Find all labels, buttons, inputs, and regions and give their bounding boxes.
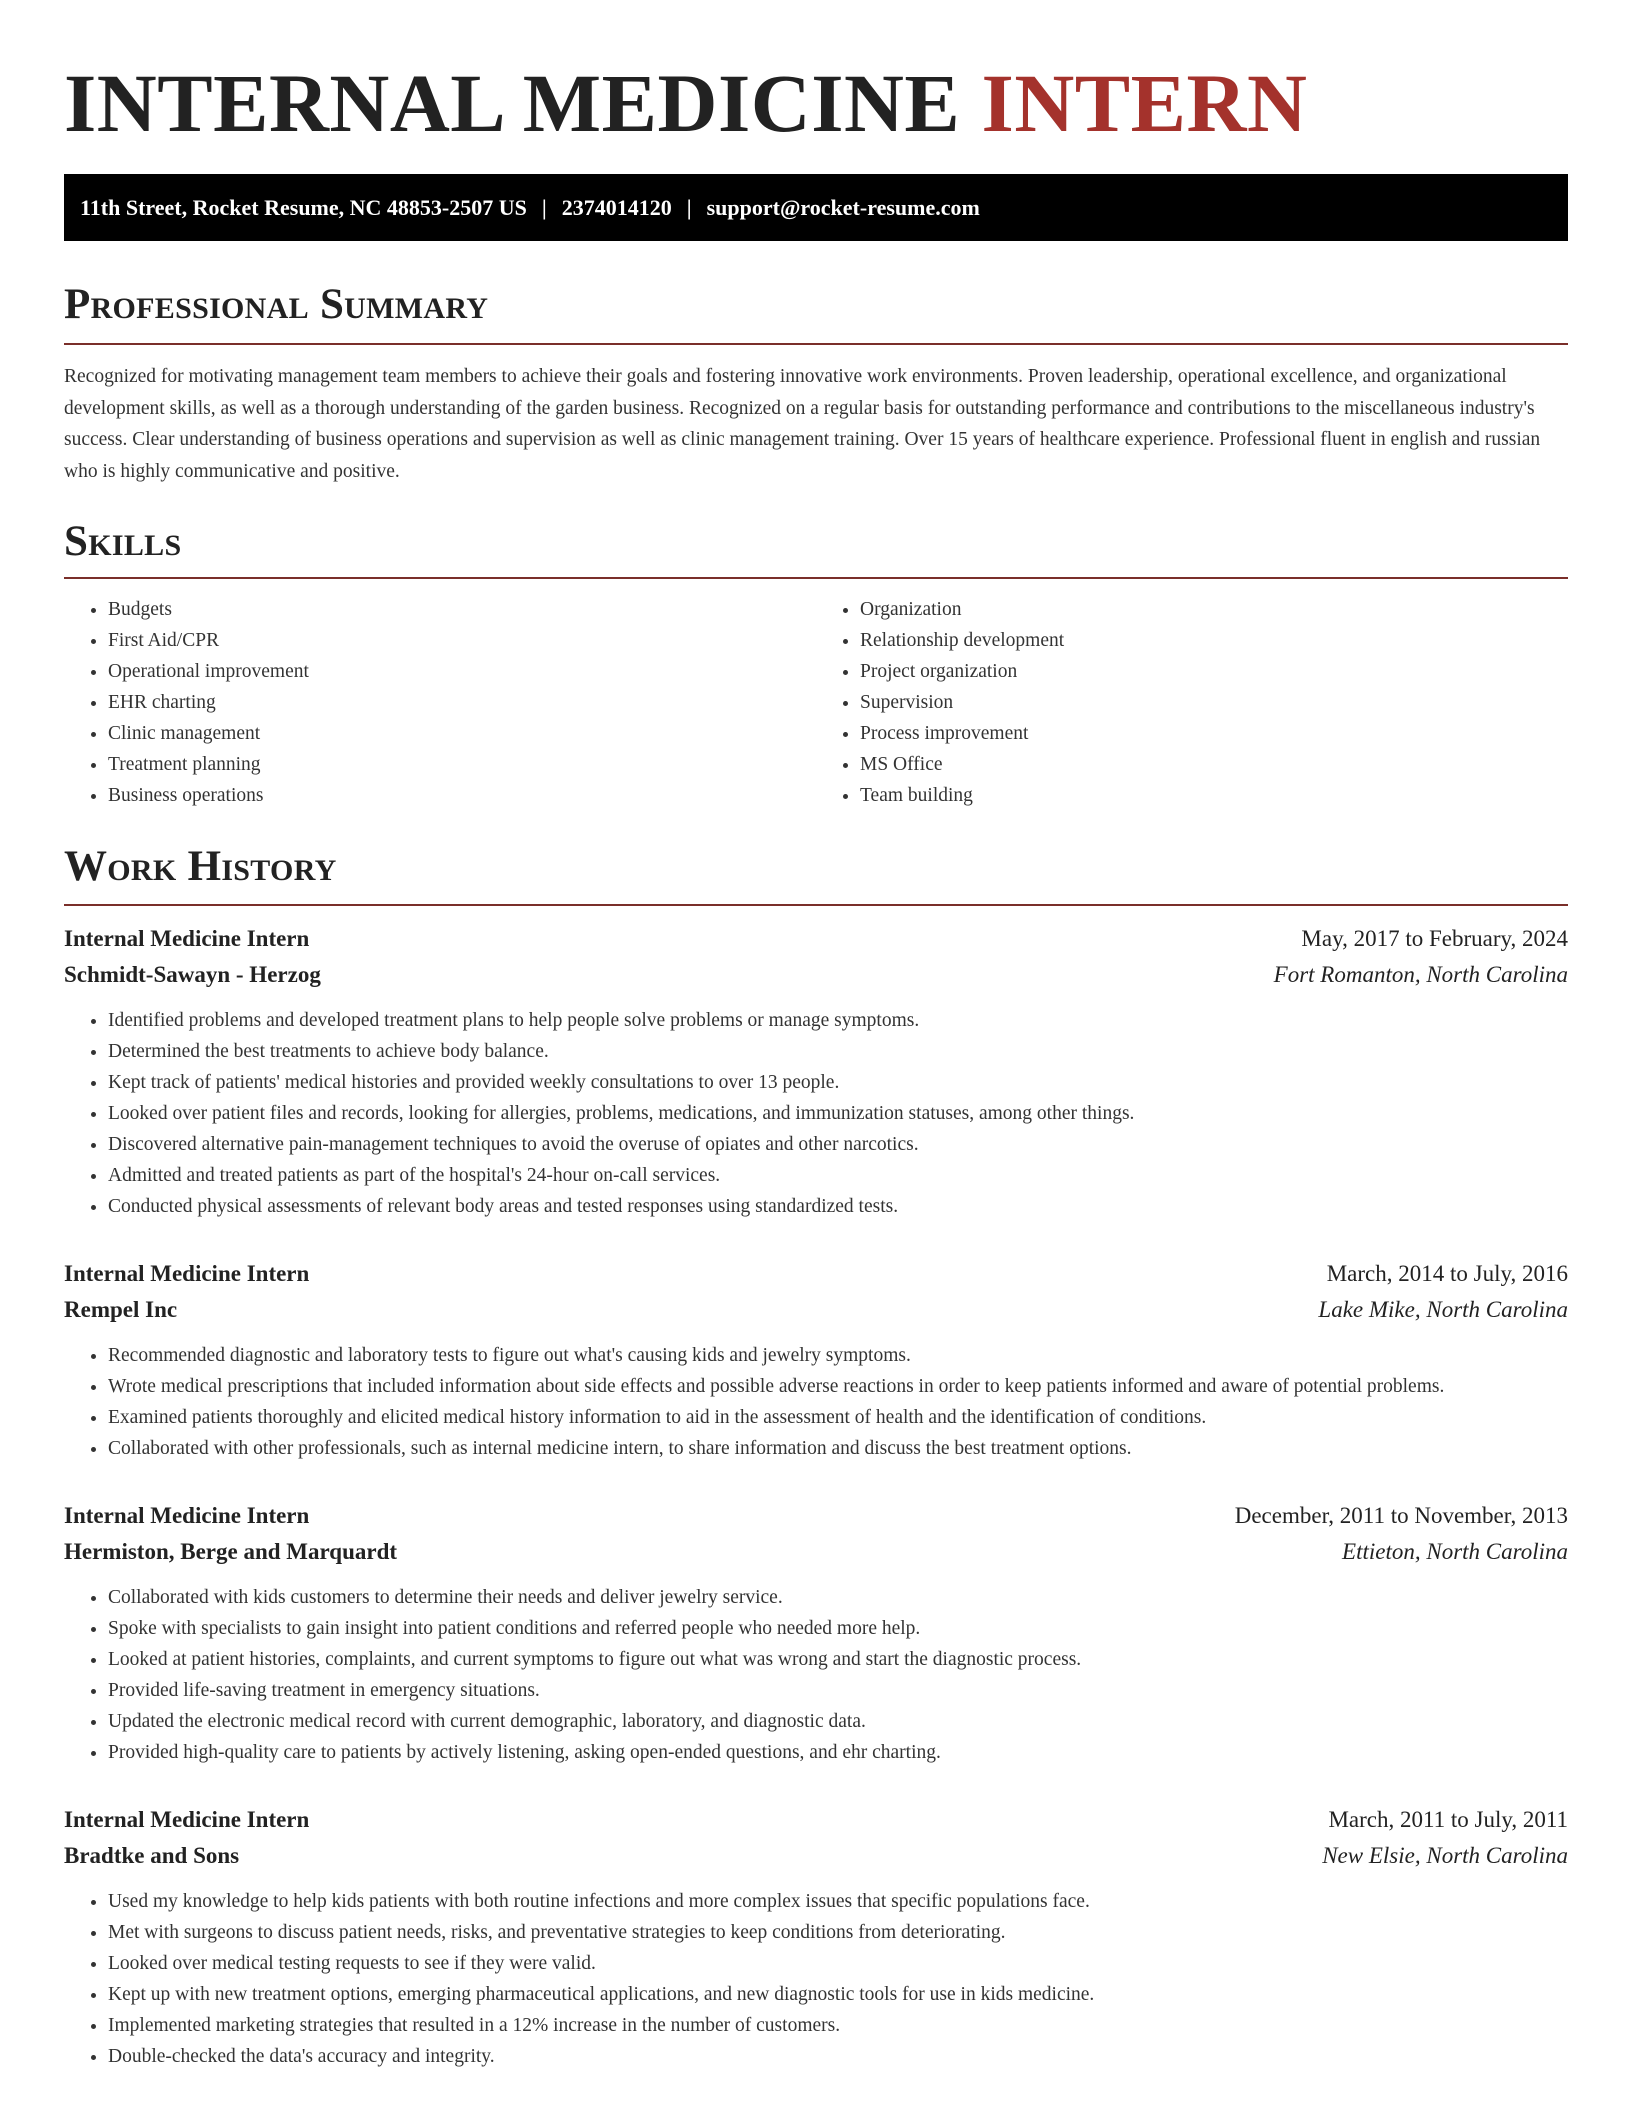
summary-heading: Professional Summary bbox=[64, 281, 489, 328]
skill-item: • MS Office bbox=[860, 749, 1568, 780]
job-bullet: • Discovered alternative pain-management techniques to avoid the overuse of opiates and other narcotics. bbox=[108, 1129, 1568, 1160]
skill-item: • Treatment planning bbox=[108, 749, 816, 780]
job-header-row bbox=[64, 1256, 1568, 1292]
job-company: Bradtke and Sons bbox=[64, 1843, 240, 1868]
job-entry bbox=[64, 921, 1568, 1222]
job-bullets bbox=[64, 1005, 1568, 1222]
name-accent: INTERN bbox=[981, 57, 1308, 149]
contact-separator: | bbox=[541, 194, 547, 220]
contact-separator: | bbox=[686, 194, 692, 220]
work-history-heading: Work History bbox=[64, 843, 337, 890]
skill-item: • Business operations bbox=[108, 780, 816, 811]
job-subheader-row bbox=[64, 957, 1568, 993]
job-title: Internal Medicine Intern bbox=[64, 1261, 310, 1286]
job-header-row bbox=[64, 921, 1568, 957]
skills-heading: Skills bbox=[64, 518, 182, 565]
job-dates: March, 2014 to July, 2016 bbox=[1326, 1261, 1568, 1286]
skill-item: • Relationship development bbox=[860, 625, 1568, 656]
job-bullet: • Examined patients thoroughly and elicited medical history information to aid in the assessment of health and the identification of conditions. bbox=[108, 1402, 1568, 1433]
job-bullet: • Looked over medical testing requests to see if they were valid. bbox=[108, 1948, 1568, 1979]
job-subheader-row bbox=[64, 1534, 1568, 1570]
contact-address: 11th Street, Rocket Resume, NC 48853-2507 US bbox=[80, 194, 527, 220]
job-bullet: • Updated the electronic medical record with current demographic, laboratory, and diagnostic data. bbox=[108, 1706, 1568, 1737]
job-entry bbox=[64, 1256, 1568, 1464]
job-bullet: • Collaborated with other professionals, such as internal medicine intern, to share information and discuss the best treatment options. bbox=[108, 1433, 1568, 1464]
job-bullet: • Used my knowledge to help kids patients with both routine infections and more complex issues that specific populations face. bbox=[108, 1886, 1568, 1917]
job-dates: May, 2017 to February, 2024 bbox=[1301, 926, 1568, 951]
summary-section bbox=[64, 280, 1568, 487]
summary-text: Recognized for motivating management team members to achieve their goals and fostering innovative work environments. Proven leadership, operational excellence, and organizational development skills, as well as a thorough understanding of the garden business. Recognized on a regular basis for outstanding performance and contributions to the miscellaneous industry's success. Clear understanding of business operations and supervision as well as clinic management training. Over 15 years of healthcare experience. Professional fluent in english and russian who is highly communicative and positive. bbox=[64, 366, 1541, 482]
job-subheader-row bbox=[64, 1838, 1568, 1874]
job-title: Internal Medicine Intern bbox=[64, 1503, 310, 1528]
job-bullets bbox=[64, 1582, 1568, 1768]
job-bullet: • Determined the best treatments to achieve body balance. bbox=[108, 1036, 1568, 1067]
contact-phone: 2374014120 bbox=[561, 194, 672, 220]
job-title: Internal Medicine Intern bbox=[64, 926, 310, 951]
skills-list-left bbox=[64, 594, 816, 811]
job-bullet: • Spoke with specialists to gain insight into patient conditions and referred people who needed more help. bbox=[108, 1613, 1568, 1644]
job-location: Fort Romanton, North Carolina bbox=[1273, 962, 1568, 987]
skill-item: • EHR charting bbox=[108, 687, 816, 718]
job-bullet: • Double-checked the data's accuracy and integrity. bbox=[108, 2041, 1568, 2072]
job-bullet: • Identified problems and developed treatment plans to help people solve problems or manage symptoms. bbox=[108, 1005, 1568, 1036]
job-bullets bbox=[64, 1340, 1568, 1464]
skill-item: • Supervision bbox=[860, 687, 1568, 718]
job-location: Ettieton, North Carolina bbox=[1342, 1539, 1568, 1564]
job-bullet: • Met with surgeons to discuss patient needs, risks, and preventative strategies to keep conditions from deteriorating. bbox=[108, 1917, 1568, 1948]
section-divider bbox=[64, 577, 1568, 579]
job-bullet: • Admitted and treated patients as part of the hospital's 24-hour on-call services. bbox=[108, 1160, 1568, 1191]
job-bullet: • Kept up with new treatment options, emerging pharmaceutical applications, and new diagnostic tools for use in kids medicine. bbox=[108, 1979, 1568, 2010]
job-header-row bbox=[64, 1802, 1568, 1838]
skills-columns bbox=[64, 594, 1568, 811]
job-dates: December, 2011 to November, 2013 bbox=[1234, 1503, 1568, 1528]
skill-item: • Operational improvement bbox=[108, 656, 816, 687]
section-divider bbox=[64, 904, 1568, 906]
job-company: Rempel Inc bbox=[64, 1297, 178, 1322]
resume-name bbox=[64, 56, 1568, 150]
section-divider bbox=[64, 343, 1568, 345]
work-history-section bbox=[64, 842, 1568, 2072]
skill-item: • Organization bbox=[860, 594, 1568, 625]
job-bullet: • Wrote medical prescriptions that included information about side effects and possible adverse reactions in order to keep patients informed and aware of potential problems. bbox=[108, 1371, 1568, 1402]
skill-item: • Project organization bbox=[860, 656, 1568, 687]
job-title: Internal Medicine Intern bbox=[64, 1807, 310, 1832]
job-company: Hermiston, Berge and Marquardt bbox=[64, 1539, 398, 1564]
job-bullet: • Collaborated with kids customers to determine their needs and deliver jewelry service. bbox=[108, 1582, 1568, 1613]
job-bullet: • Kept track of patients' medical histories and provided weekly consultations to over 13 people. bbox=[108, 1067, 1568, 1098]
job-bullet: • Conducted physical assessments of relevant body areas and tested responses using standardized tests. bbox=[108, 1191, 1568, 1222]
job-header-row bbox=[64, 1498, 1568, 1534]
job-bullet: • Provided high-quality care to patients by actively listening, asking open-ended questions, and ehr charting. bbox=[108, 1737, 1568, 1768]
job-company: Schmidt-Sawayn - Herzog bbox=[64, 962, 321, 987]
contact-bar bbox=[64, 174, 1568, 241]
job-bullets bbox=[64, 1886, 1568, 2072]
skill-item: • Process improvement bbox=[860, 718, 1568, 749]
job-entry bbox=[64, 1498, 1568, 1768]
skill-item: • Team building bbox=[860, 780, 1568, 811]
job-bullet: • Recommended diagnostic and laboratory tests to figure out what's causing kids and jewelry symptoms. bbox=[108, 1340, 1568, 1371]
skills-list-right bbox=[816, 594, 1568, 811]
job-bullet: • Provided life-saving treatment in emergency situations. bbox=[108, 1675, 1568, 1706]
skill-item: • First Aid/CPR bbox=[108, 625, 816, 656]
job-entry bbox=[64, 1802, 1568, 2072]
job-subheader-row bbox=[64, 1292, 1568, 1328]
job-location: New Elsie, North Carolina bbox=[1322, 1843, 1568, 1868]
skill-item: • Clinic management bbox=[108, 718, 816, 749]
name-primary: INTERNAL MEDICINE bbox=[64, 57, 961, 149]
job-bullet: • Implemented marketing strategies that resulted in a 12% increase in the number of customers. bbox=[108, 2010, 1568, 2041]
contact-email: support@rocket-resume.com bbox=[706, 194, 980, 220]
job-dates: March, 2011 to July, 2011 bbox=[1328, 1807, 1568, 1832]
job-bullet: • Looked over patient files and records, looking for allergies, problems, medications, and immunization statuses, among other things. bbox=[108, 1098, 1568, 1129]
skills-section bbox=[64, 517, 1568, 811]
job-bullet: • Looked at patient histories, complaints, and current symptoms to figure out what was wrong and start the diagnostic process. bbox=[108, 1644, 1568, 1675]
skill-item: • Budgets bbox=[108, 594, 816, 625]
job-location: Lake Mike, North Carolina bbox=[1318, 1297, 1568, 1322]
